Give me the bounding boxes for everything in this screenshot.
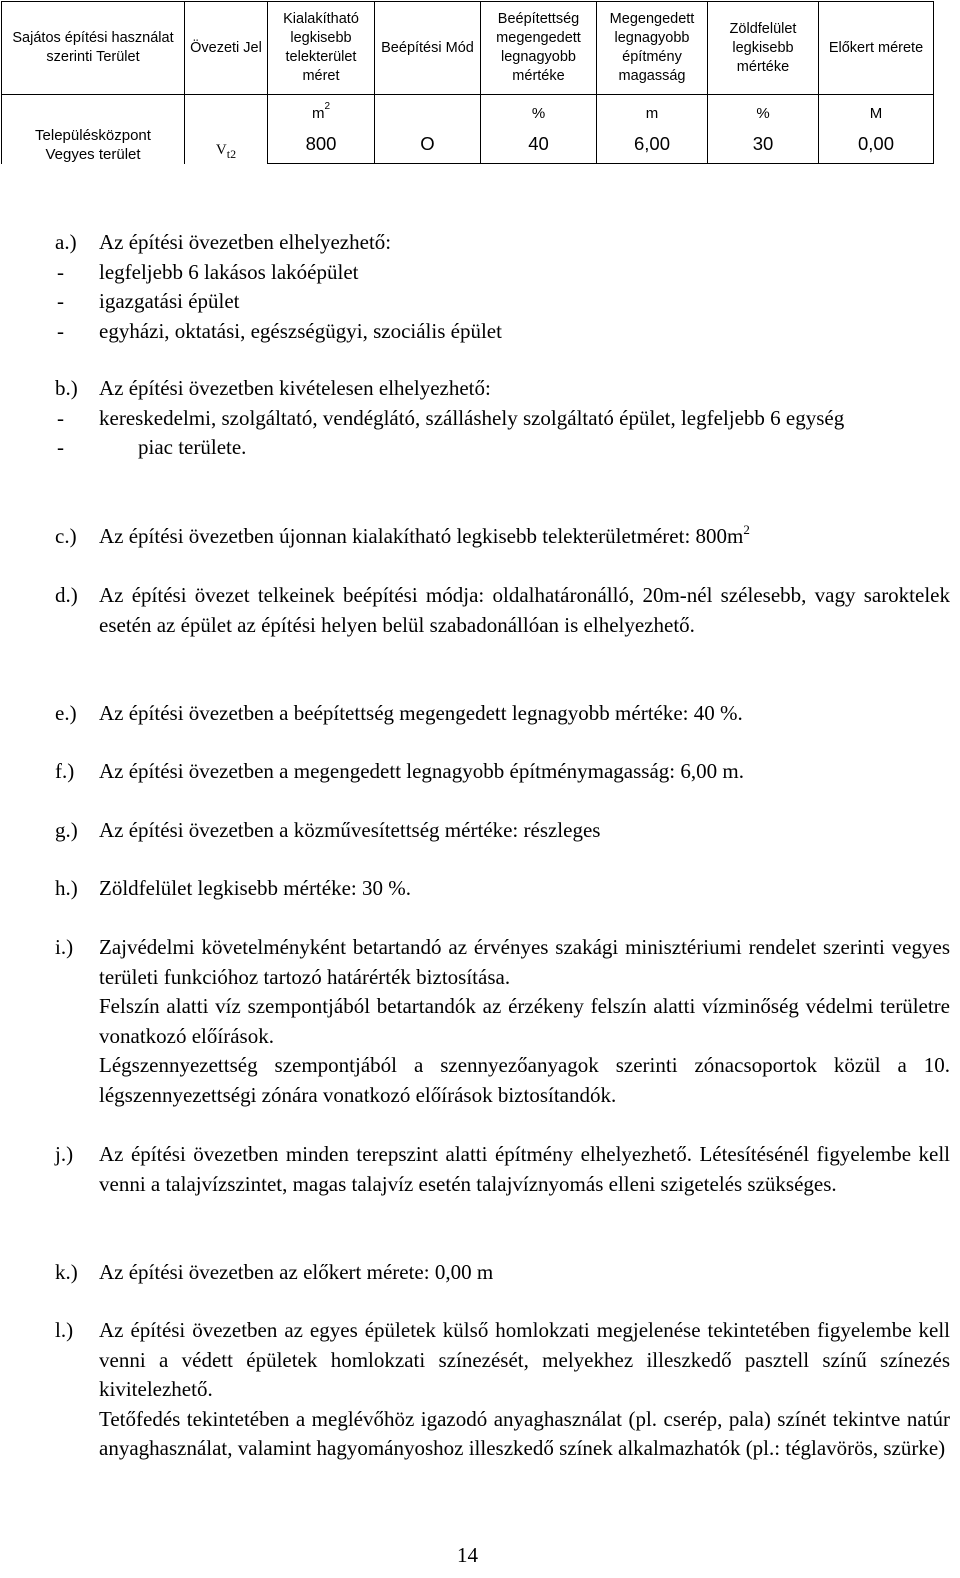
section-g-label: g.) xyxy=(55,818,78,842)
section-b-item-text: piac területe. xyxy=(138,435,247,459)
header-building-mode: Beépítési Mód xyxy=(375,2,481,95)
section-b-label: b.) xyxy=(55,376,78,400)
section-f-label: f.) xyxy=(55,759,75,783)
table-units-row xyxy=(2,95,934,124)
section-i-paragraph-1: Zajvédelmi követelményként betartandó az érvényes szakági minisztériumi rendelet szerinti vegyes területi funkcióhoz tartozó határérték biztosítása. xyxy=(99,935,950,989)
value-green: 30 xyxy=(708,123,819,164)
table-header-row xyxy=(2,2,934,95)
unit-coverage: % xyxy=(481,95,597,124)
value-plot: 800 xyxy=(268,123,375,164)
section-l-paragraph-2: Tetőfedés tekintetében a meglévőhöz igazodó anyaghasználat (pl. cserép, pala) színét tekintve natúr anyaghasználat, valamint hagyományoshoz illeszkedő színek alkalmazhatók (pl.: téglavörös, szürke) xyxy=(99,1406,950,1460)
zoning-regulation-table xyxy=(1,1,934,164)
unit-mode xyxy=(375,95,481,124)
section-b-item-text: kereskedelmi, szolgáltató, vendéglátó, szálláshely szolgáltató épület, legfeljebb 6 egység xyxy=(99,405,845,430)
value-front: 0,00 xyxy=(819,123,934,164)
section-l xyxy=(55,1316,950,1464)
area-name-line-2: Vegyes terület xyxy=(45,145,141,163)
page-number: 14 xyxy=(457,1543,478,1567)
section-b-item: - piac területe. xyxy=(57,435,247,459)
section-k-label: k.) xyxy=(55,1260,78,1284)
section-d xyxy=(55,581,950,640)
section-i-label: i.) xyxy=(55,935,74,959)
value-coverage: 40 xyxy=(481,123,597,164)
unit-plot-text: m xyxy=(311,105,325,122)
header-min-plot-size: Kialakítható legkisebb telekterület méret xyxy=(268,2,375,95)
section-e xyxy=(55,699,950,729)
value-height: 6,00 xyxy=(597,123,708,164)
value-mode: O xyxy=(375,123,481,164)
section-h-text: Zöldfelület legkisebb mértéke: 30 %. xyxy=(99,876,411,900)
unit-green: % xyxy=(708,95,819,124)
section-k-text: Az építési övezetben az előkert mérete: 0,00 m xyxy=(99,1260,494,1284)
section-h xyxy=(55,874,950,904)
unit-plot xyxy=(268,95,375,124)
section-b-item: - kereskedelmi, szolgáltató, vendéglátó, szálláshely szolgáltató épület, legfeljebb 6 egység xyxy=(57,405,845,430)
unit-front: M xyxy=(819,95,934,124)
section-l-paragraph-1: Az építési övezetben az egyes épületek külső homlokzati megjelenése tekintetében figyelembe kell venni a védett épületek homlokzati színezését, melyekhez illeszkedő pasztell színű színezés kivitelezhető. xyxy=(99,1318,950,1401)
unit-height: m xyxy=(597,95,708,124)
section-a-item: - egyházi, oktatási, egészségügyi, szociális épület xyxy=(57,318,502,343)
header-min-green-area: Zöldfelület legkisebb mértéke xyxy=(708,2,819,95)
section-c xyxy=(55,522,950,554)
section-j-text: Az építési övezetben minden terepszint alatti építmény elhelyezhető. Létesítésénél figyelembe kell venni a talajvízszintet, magas talajvíz esetén talajvíznyomás elleni szigetelés szükséges. xyxy=(99,1142,950,1196)
section-b-text: Az építési övezetben kivételesen elhelyezhető: xyxy=(99,376,491,400)
section-i-paragraph-2: Felszín alatti víz szempontjából betartandók az érzékeny felszín alatti vízminőség védelmi területre vonatkozó előírások. xyxy=(99,994,950,1048)
unit-plot-sup: 2 xyxy=(324,101,331,112)
section-d-text: Az építési övezet telkeinek beépítési módja: oldalhatáronálló, 20m-nél szélesebb, vagy saroktelek esetén az épület az építési helyen belül szabadonállóan is elhelyezhető. xyxy=(99,583,950,637)
section-a-item: - legfeljebb 6 lakásos lakóépület xyxy=(57,259,359,284)
section-d-label: d.) xyxy=(55,583,78,607)
section-g xyxy=(55,816,950,846)
section-a xyxy=(55,228,950,346)
section-h-label: h.) xyxy=(55,876,78,900)
section-a-text: Az építési övezetben elhelyezhető: xyxy=(99,230,392,254)
section-i-paragraph-3: Légszennyezettség szempontjából a szennyezőanyagok szerinti zónacsoportok közül a 10. légszennyezettségi zónára vonatkozó előírások biztosítandók. xyxy=(99,1053,950,1107)
section-e-text: Az építési övezetben a beépítettség megengedett legnagyobb mértéke: 40 %. xyxy=(99,701,743,725)
section-a-item-text: igazgatási épület xyxy=(99,289,240,313)
section-f-text: Az építési övezetben a megengedett legnagyobb építménymagasság: 6,00 m. xyxy=(99,759,744,783)
header-max-height: Megengedett legnagyobb építmény magasság xyxy=(597,2,708,95)
section-a-item: - igazgatási épület xyxy=(57,289,240,313)
section-b xyxy=(55,374,950,463)
section-c-sup: 2 xyxy=(743,522,750,537)
zone-symbol-subscript: t2 xyxy=(226,146,237,161)
header-front-yard: Előkert mérete xyxy=(819,2,934,95)
section-f xyxy=(55,757,950,787)
section-j xyxy=(55,1140,950,1199)
zone-symbol: V xyxy=(215,141,227,158)
area-name-line-1: Településközpont xyxy=(35,126,151,144)
zone-symbol-cell xyxy=(185,95,268,164)
section-e-label: e.) xyxy=(55,701,77,725)
header-max-coverage: Beépítettség megengedett legnagyobb mértéke xyxy=(481,2,597,95)
section-c-text: Az építési övezetben újonnan kialakítható legkisebb telekterületméret: 800m xyxy=(99,524,744,548)
section-c-label: c.) xyxy=(55,524,77,548)
section-c-line xyxy=(99,522,950,554)
section-l-label: l.) xyxy=(55,1318,74,1342)
header-area-use: Sajátos építési használat szerinti Terület xyxy=(2,2,185,95)
area-name-cell xyxy=(2,95,185,164)
section-a-item-text: egyházi, oktatási, egészségügyi, szociális épület xyxy=(99,318,502,343)
section-a-item-text: legfeljebb 6 lakásos lakóépület xyxy=(99,259,359,284)
section-k xyxy=(55,1258,950,1288)
section-g-text: Az építési övezetben a közművesítettség mértéke: részleges xyxy=(99,818,601,842)
section-j-label: j.) xyxy=(55,1142,74,1166)
section-i xyxy=(55,933,950,1110)
section-a-label: a.) xyxy=(55,230,77,254)
header-zone-symbol: Övezeti Jel xyxy=(185,2,268,95)
